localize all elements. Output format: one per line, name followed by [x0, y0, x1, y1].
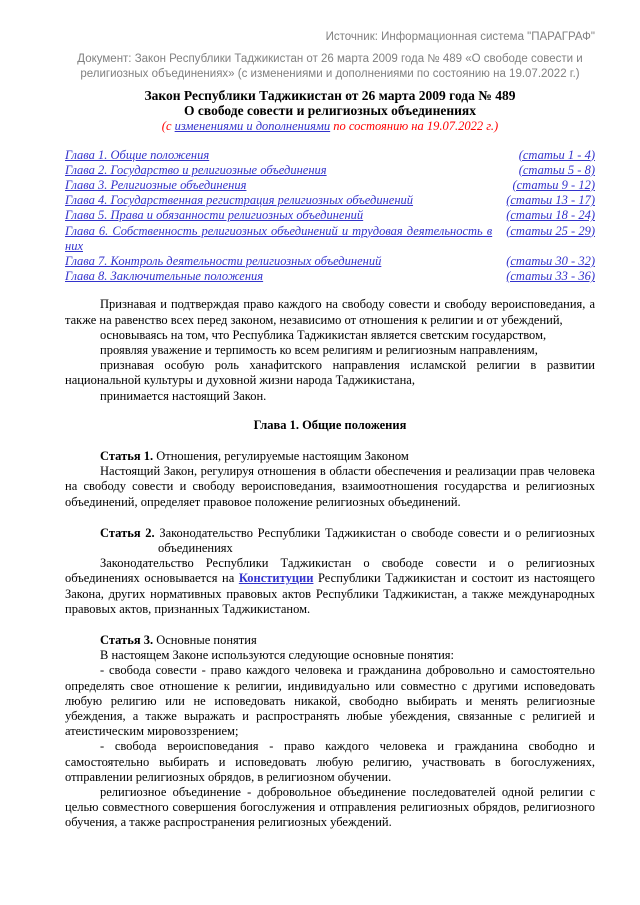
toc-articles-6-link[interactable]: (статьи 25 - 29): [506, 223, 595, 238]
toc-row: [65, 193, 595, 208]
article-1-number: Статья 1.: [100, 448, 154, 463]
preamble-paragraph: проявляя уважение и терпимость ко всем религиям и религиозным направлениям,: [100, 342, 538, 357]
article-2-number: Статья 2.: [100, 525, 155, 540]
article-2: [65, 526, 595, 617]
article-2-text-before-link: Законодательство Республики Таджикистан о свободе совести и о религиозных объединениях основывается на: [65, 556, 595, 586]
chapter-1-heading: Глава 1. Общие положения: [253, 417, 407, 432]
toc-chapter-4-link[interactable]: Глава 4. Государственная регистрация религиозных объединений: [65, 193, 414, 208]
law-title-line2: О свободе совести и религиозных объединениях: [184, 102, 476, 118]
amendments-line: [65, 119, 595, 134]
article-2-heading: [65, 526, 595, 556]
article-3-paragraph: - свобода совести - право каждого человека и гражданина добровольно и самостоятельно определять свое отношение к религии, индивидуально или совместно с другими исповедовать любую религию или не исповедовать никакой, свободно выбирать и менять религиозные убеждения, а также выражать и распространять любые убеждения, связанные с религией и атеистическим мировоззрением;: [65, 663, 595, 739]
amendments-prefix: (с: [161, 119, 175, 133]
article-3-number: Статья 3.: [100, 632, 154, 647]
article-3-heading: [65, 633, 595, 648]
article-3-paragraph: религиозное объединение - добровольное объединение последователей одной религии с целью совместного совершения богослужения и отправления религиозных обрядов, религиозного обучения, а также распространения религиозных убеждений.: [65, 785, 595, 830]
preamble: [65, 297, 595, 403]
toc-articles-2-link[interactable]: (статьи 5 - 8): [518, 162, 595, 177]
preamble-paragraph: основываясь на том, что Республика Таджикистан является светским государством,: [100, 327, 547, 342]
article-1-heading: [65, 449, 595, 464]
table-of-contents: [65, 148, 595, 285]
toc-chapter-6-link[interactable]: Глава 6. Собственность религиозных объединений и трудовая деятельность в них: [65, 223, 493, 253]
toc-row: [65, 224, 595, 254]
toc-articles-5-link[interactable]: (статьи 18 - 24): [506, 208, 595, 223]
article-3: [65, 633, 595, 831]
toc-row: [65, 254, 595, 269]
toc-chapter-1-link[interactable]: Глава 1. Общие положения: [65, 147, 210, 162]
toc-articles-8-link[interactable]: (статьи 33 - 36): [506, 269, 595, 284]
article-1-title: Отношения, регулируемые настоящим Законом: [156, 448, 409, 463]
article-3-title: Основные понятия: [156, 632, 257, 647]
toc-articles-1-link[interactable]: (статьи 1 - 4): [518, 147, 595, 162]
toc-row: [65, 148, 595, 163]
law-title-block: [65, 89, 595, 134]
preamble-paragraph: принимается настоящий Закон.: [100, 388, 267, 403]
source-line: Источник: Информационная система "ПАРАГРАФ": [325, 31, 595, 43]
toc-row: [65, 178, 595, 193]
toc-articles-7-link[interactable]: (статьи 30 - 32): [506, 253, 595, 268]
document-meta: [65, 30, 595, 82]
amendments-link[interactable]: изменениями и дополнениями: [174, 119, 331, 133]
amendments-suffix: по состоянию на 19.07.2022 г.): [330, 119, 499, 133]
toc-articles-4-link[interactable]: (статьи 13 - 17): [506, 193, 595, 208]
toc-chapter-8-link[interactable]: Глава 8. Заключительные положения: [65, 269, 264, 284]
preamble-paragraph: признавая особую роль ханафитского направления исламской религии в развитии национальной культуры и духовной жизни народа Таджикистана,: [65, 358, 595, 388]
article-2-paragraph: [65, 556, 595, 617]
toc-chapter-3-link[interactable]: Глава 3. Религиозные объединения: [65, 177, 247, 192]
toc-row: [65, 208, 595, 223]
toc-chapter-5-link[interactable]: Глава 5. Права и обязанности религиозных объединений: [65, 208, 364, 223]
toc-chapter-7-link[interactable]: Глава 7. Контроль деятельности религиозных объединений: [65, 253, 382, 268]
article-2-title: Законодательство Республики Таджикистан о свободе совести и о религиозных объединениях: [158, 525, 595, 555]
article-2-text-after-link: Республики Таджикистан и состоит из настоящего Закона, других нормативных правовых актов Республики Таджикистан, а также международных правовых актов, признанных Таджикистаном.: [65, 571, 595, 616]
constitution-link[interactable]: Конституции: [238, 571, 314, 586]
article-3-paragraph: В настоящем Законе используются следующие основные понятия:: [100, 648, 455, 663]
toc-row: [65, 163, 595, 178]
article-3-paragraph: - свобода вероисповедания - право каждого человека и гражданина свободно и самостоятельно выбирать и исповедовать любую религию, участвовать в богослужениях, отправлении религиозных обрядов, в религиозном обучении.: [65, 739, 595, 784]
preamble-paragraph: Признавая и подтверждая право каждого на свободу совести и свободу вероисповедания, а также на равенство всех перед законом, независимо от отношения к религии и от убеждений,: [65, 297, 595, 327]
toc-row: [65, 269, 595, 284]
toc-articles-3-link[interactable]: (статьи 9 - 12): [512, 177, 595, 192]
article-1-paragraph: Настоящий Закон, регулируя отношения в области обеспечения и реализации прав человека на свободу совести и свободу вероисповедания, взаимоотношения государства и религиозных объединений, определяет правовое положение религиозных объединений.: [65, 464, 595, 509]
toc-chapter-2-link[interactable]: Глава 2. Государство и религиозные объединения: [65, 162, 327, 177]
document-description-line: Документ: Закон Республики Таджикистан от 26 марта 2009 года № 489 «О свободе совести и религиозных объединениях» (с изменениями и дополнениями по состоянию на 19.07.2022 г.): [77, 53, 583, 80]
law-title-line1: Закон Республики Таджикистан от 26 марта 2009 года № 489: [144, 88, 516, 103]
article-1: [65, 449, 595, 510]
